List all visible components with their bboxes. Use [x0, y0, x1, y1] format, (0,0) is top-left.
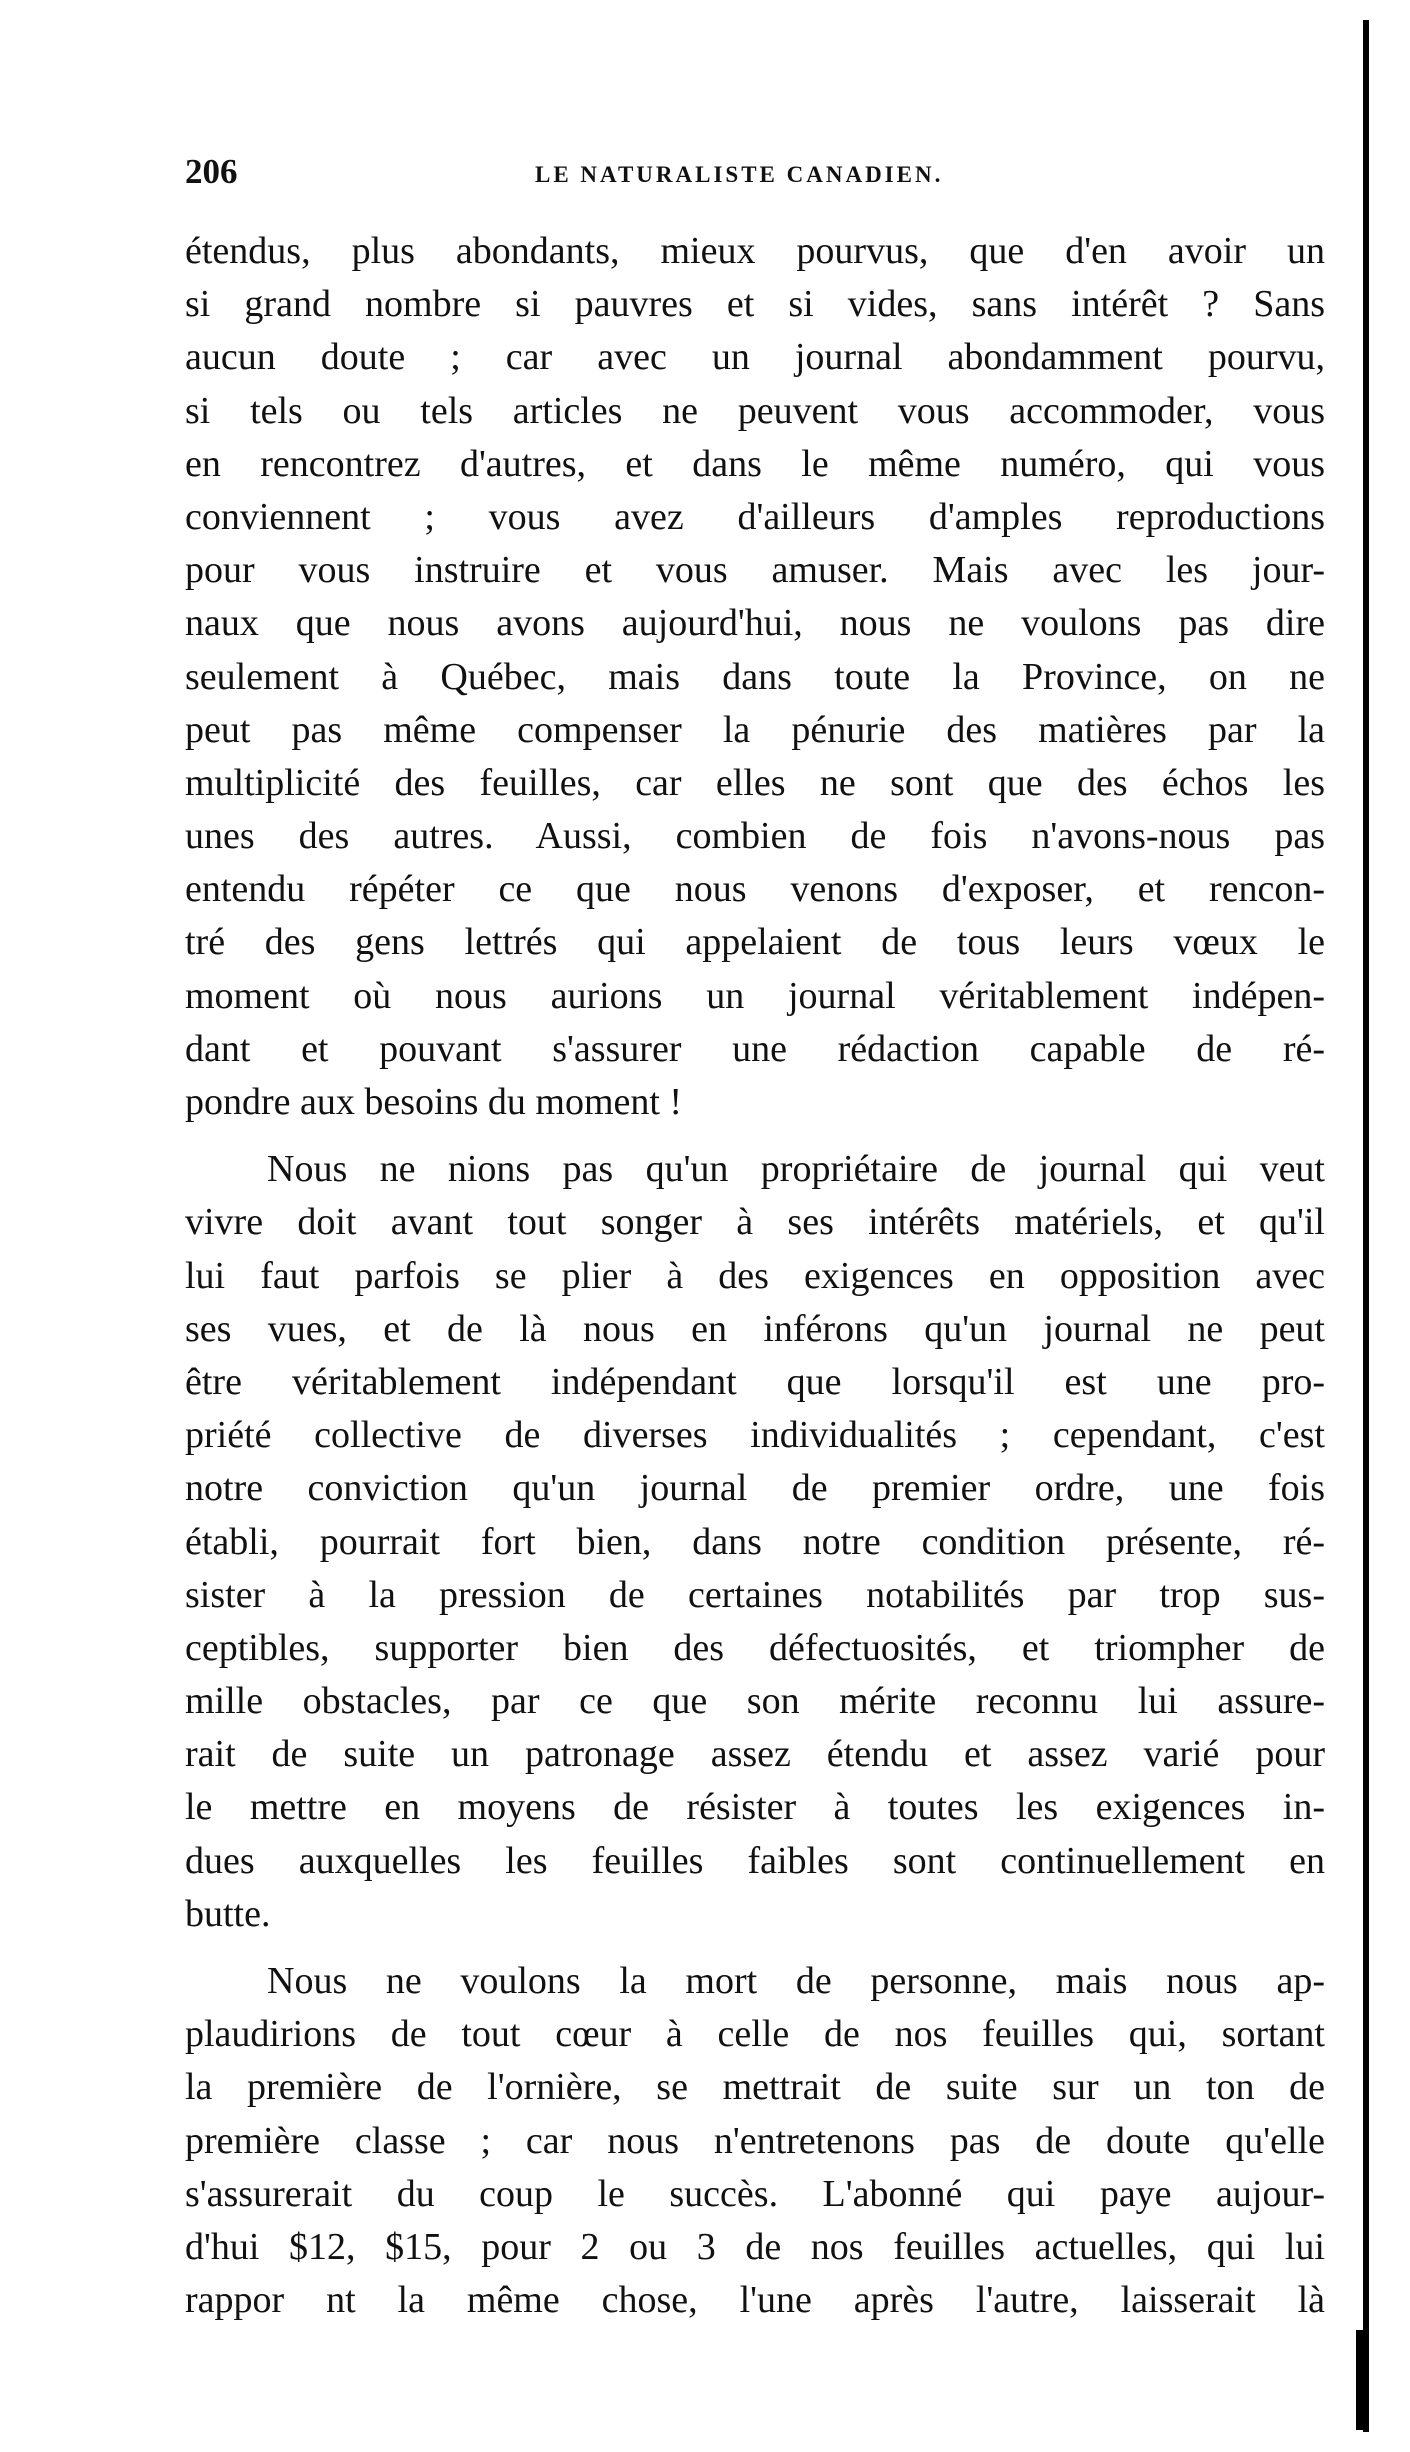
text-line: étendus, plus abondants, mieux pourvus, que d'en avoir un: [185, 230, 1325, 272]
text-line: dues auxquelles les feuilles faibles sont continuellement en: [185, 1839, 1325, 1882]
text-line: d'hui $12, $15, pour 2 ou 3 de nos feuilles actuelles, qui lui: [185, 2225, 1325, 2268]
text-line: Nous ne nions pas qu'un propriétaire de journal qui veut: [267, 1148, 1325, 1191]
text-line: pour vous instruire et vous amuser. Mais avec les jour-: [185, 549, 1325, 592]
body-text: [185, 225, 1325, 2327]
text-line: entendu répéter ce que nous venons d'exposer, et rencon-: [185, 868, 1325, 911]
text-line: vivre doit avant tout songer à ses intérêts matériels, et qu'il: [185, 1201, 1325, 1244]
text-line: unes des autres. Aussi, combien de fois n'avons-nous pas: [185, 815, 1325, 858]
text-line: Nous ne voulons la mort de personne, mais nous ap-: [267, 1960, 1325, 2002]
text-line: la première de l'ornière, se mettrait de suite sur un ton de: [185, 2066, 1325, 2109]
text-line: première classe ; car nous n'entretenons pas de doute qu'elle: [185, 2119, 1325, 2162]
text-line: s'assurerait du coup le succès. L'abonné qui paye aujour-: [185, 2172, 1325, 2215]
text-line: priété collective de diverses individualités ; cependant, c'est: [185, 1414, 1325, 1457]
text-line: rappor nt la même chose, l'une après l'autre, laisserait là: [185, 2279, 1325, 2322]
journal-title: LE NATURALISTE CANADIEN.: [535, 162, 944, 187]
text-line: ceptibles, supporter bien des défectuosités, et triompher de: [185, 1626, 1325, 1669]
text-line: lui faut parfois se plier à des exigences en opposition avec: [185, 1254, 1325, 1297]
text-line: plaudirions de tout cœur à celle de nos feuilles qui, sortant: [185, 2013, 1325, 2056]
text-line: si tels ou tels articles ne peuvent vous accommoder, vous: [185, 389, 1325, 432]
text-line: seulement à Québec, mais dans toute la Province, on ne: [185, 655, 1325, 698]
text-line: notre conviction qu'un journal de premier ordre, une fois: [185, 1467, 1325, 1510]
text-line: moment où nous aurions un journal véritablement indépen-: [185, 974, 1325, 1017]
running-head: [185, 152, 1325, 196]
page-edge-foot: [1356, 2330, 1369, 2430]
text-line: en rencontrez d'autres, et dans le même numéro, qui vous: [185, 442, 1325, 485]
text-line: aucun doute ; car avec un journal abondamment pourvu,: [185, 336, 1325, 379]
text-line: le mettre en moyens de résister à toutes les exigences in-: [185, 1786, 1325, 1829]
text-line: peut pas même compenser la pénurie des matières par la: [185, 708, 1325, 751]
page-edge-line: [1363, 20, 1369, 2432]
text-line: butte.: [185, 1892, 271, 1935]
text-line: pondre aux besoins du moment !: [185, 1081, 683, 1123]
text-line: si grand nombre si pauvres et si vides, sans intérêt ? Sans: [185, 283, 1325, 326]
text-line: naux que nous avons aujourd'hui, nous ne voulons pas dire: [185, 602, 1325, 645]
paragraph-gap: [185, 1129, 1325, 1143]
paragraph-gap: [185, 1941, 1325, 1955]
text-line: sister à la pression de certaines notabilités par trop sus-: [185, 1573, 1325, 1616]
text-line: tré des gens lettrés qui appelaient de tous leurs vœux le: [185, 921, 1325, 964]
text-line: mille obstacles, par ce que son mérite reconnu lui assure-: [185, 1680, 1325, 1723]
text-line: rait de suite un patronage assez étendu et assez varié pour: [185, 1733, 1325, 1776]
text-line: conviennent ; vous avez d'ailleurs d'amples reproductions: [185, 495, 1325, 538]
text-line: multiplicité des feuilles, car elles ne sont que des échos les: [185, 761, 1325, 804]
text-line: être véritablement indépendant que lorsqu'il est une pro-: [185, 1360, 1325, 1403]
text-line: dant et pouvant s'assurer une rédaction capable de ré-: [185, 1027, 1325, 1070]
text-line: établi, pourrait fort bien, dans notre condition présente, ré-: [185, 1520, 1325, 1563]
text-line: ses vues, et de là nous en inférons qu'un journal ne peut: [185, 1307, 1325, 1350]
page-number: 206: [185, 152, 238, 191]
